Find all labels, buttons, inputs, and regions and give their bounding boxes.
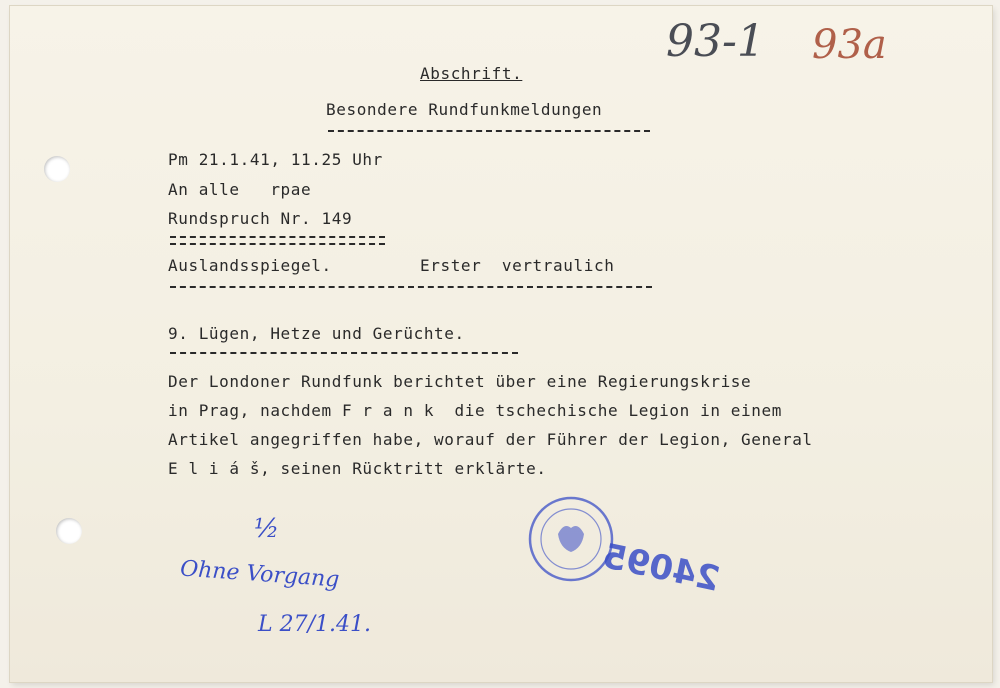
- punch-hole-icon: [44, 156, 70, 182]
- punch-hole-icon: [56, 518, 82, 544]
- stamp-number: 24095: [599, 536, 724, 600]
- document-subheading: Besondere Rundfunkmeldungen: [326, 100, 603, 119]
- archive-number-red: 93a: [812, 22, 887, 68]
- handwritten-fraction: ½: [254, 514, 280, 544]
- double-rule: [170, 236, 385, 245]
- handwritten-note: Ohne Vorgang: [179, 556, 341, 593]
- archive-number-pencil: 93-1: [666, 16, 765, 67]
- body-line: Der Londoner Rundfunk berichtet über eine Regierungskrise: [168, 372, 752, 391]
- body-line: in Prag, nachdem F r a n k die tschechische Legion in einem: [168, 401, 782, 420]
- body-line: Artikel angegriffen habe, worauf der Führer der Legion, General: [168, 430, 813, 449]
- section-rule: [170, 286, 652, 288]
- item-title-rule: [170, 352, 518, 354]
- document-heading: Abschrift.: [420, 64, 523, 83]
- body-line: E l i á š, seinen Rücktritt erklärte.: [168, 459, 547, 478]
- dispatch-time: Pm 21.1.41, 11.25 Uhr: [168, 150, 383, 169]
- document-page: [10, 6, 992, 682]
- circular-number: Rundspruch Nr. 149: [168, 209, 353, 228]
- section-title: Auslandsspiegel.: [168, 256, 332, 275]
- handwritten-initials-date: L 27/1.41.: [258, 612, 371, 637]
- item-title: 9. Lügen, Hetze und Gerüchte.: [168, 324, 465, 343]
- subheading-rule: [328, 130, 650, 132]
- confidentiality-note: Erster vertraulich: [420, 256, 615, 275]
- recipients-line: An alle rpae: [168, 180, 312, 199]
